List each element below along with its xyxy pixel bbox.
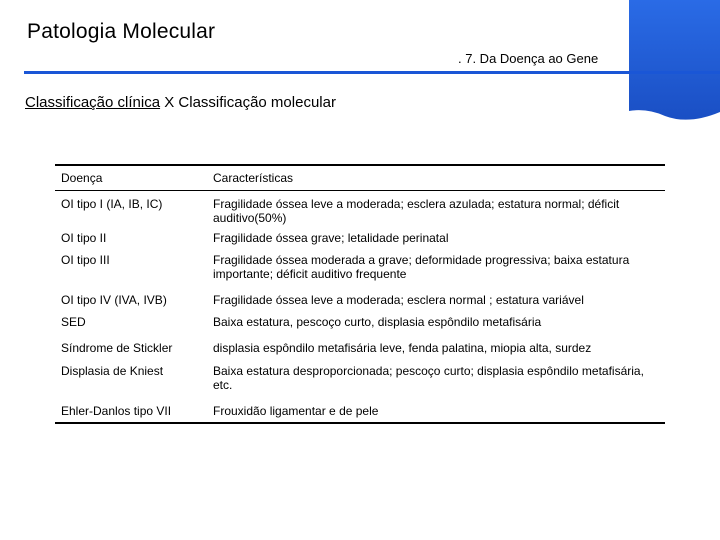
table-row <box>55 362 665 402</box>
disease-cell: Síndrome de Stickler <box>61 341 173 355</box>
features-cell: Fragilidade óssea moderada a grave; deformidade progressiva; baixa estatura importante; déficit auditivo frequente <box>213 253 630 281</box>
table-row <box>55 402 665 423</box>
disease-cell: OI tipo I (IA, IB, IC) <box>61 197 163 211</box>
features-cell: Fragilidade óssea leve a moderada; esclera normal ; estatura variável <box>213 293 584 307</box>
disease-cell: Ehler-Danlos tipo VII <box>61 404 172 418</box>
header-divider <box>24 71 720 74</box>
subtitle-rest: X Classificação molecular <box>160 94 336 111</box>
disease-cell: OI tipo IV (IVA, IVB) <box>61 293 167 307</box>
slide-subtitle <box>25 94 336 111</box>
table-row <box>55 337 665 362</box>
features-cell: Baixa estatura desproporcionada; pescoço curto; displasia espôndilo metafisária, etc. <box>213 364 644 392</box>
table-row <box>55 251 665 289</box>
disease-cell: OI tipo II <box>61 231 107 245</box>
disease-cell: SED <box>61 315 86 329</box>
features-cell: Baixa estatura, pescoço curto, displasia espôndilo metafisária <box>213 315 542 329</box>
subtitle-underlined: Classificação clínica <box>25 94 161 111</box>
disease-cell: OI tipo III <box>61 253 110 267</box>
features-cell: Frouxidão ligamentar e de pele <box>213 404 379 418</box>
table-row <box>55 289 665 313</box>
column-header-features: Características <box>213 171 294 185</box>
features-cell: displasia espôndilo metafisária leve, fenda palatina, miopia alta, surdez <box>213 341 592 355</box>
classification-table <box>55 164 665 424</box>
section-label: . 7. Da Doença ao Gene <box>458 51 599 66</box>
decorative-corner-shape <box>629 0 720 125</box>
table-header-row <box>55 165 665 191</box>
features-cell: Fragilidade óssea leve a moderada; esclera azulada; estatura normal; déficit auditivo(50%) <box>213 197 620 225</box>
disease-cell: Displasia de Kniest <box>61 364 164 378</box>
column-header-disease: Doença <box>61 171 103 185</box>
table-row <box>55 227 665 251</box>
table-row <box>55 313 665 337</box>
page-title: Patologia Molecular <box>27 20 216 43</box>
table-row <box>55 191 665 228</box>
features-cell: Fragilidade óssea grave; letalidade perinatal <box>213 231 449 245</box>
